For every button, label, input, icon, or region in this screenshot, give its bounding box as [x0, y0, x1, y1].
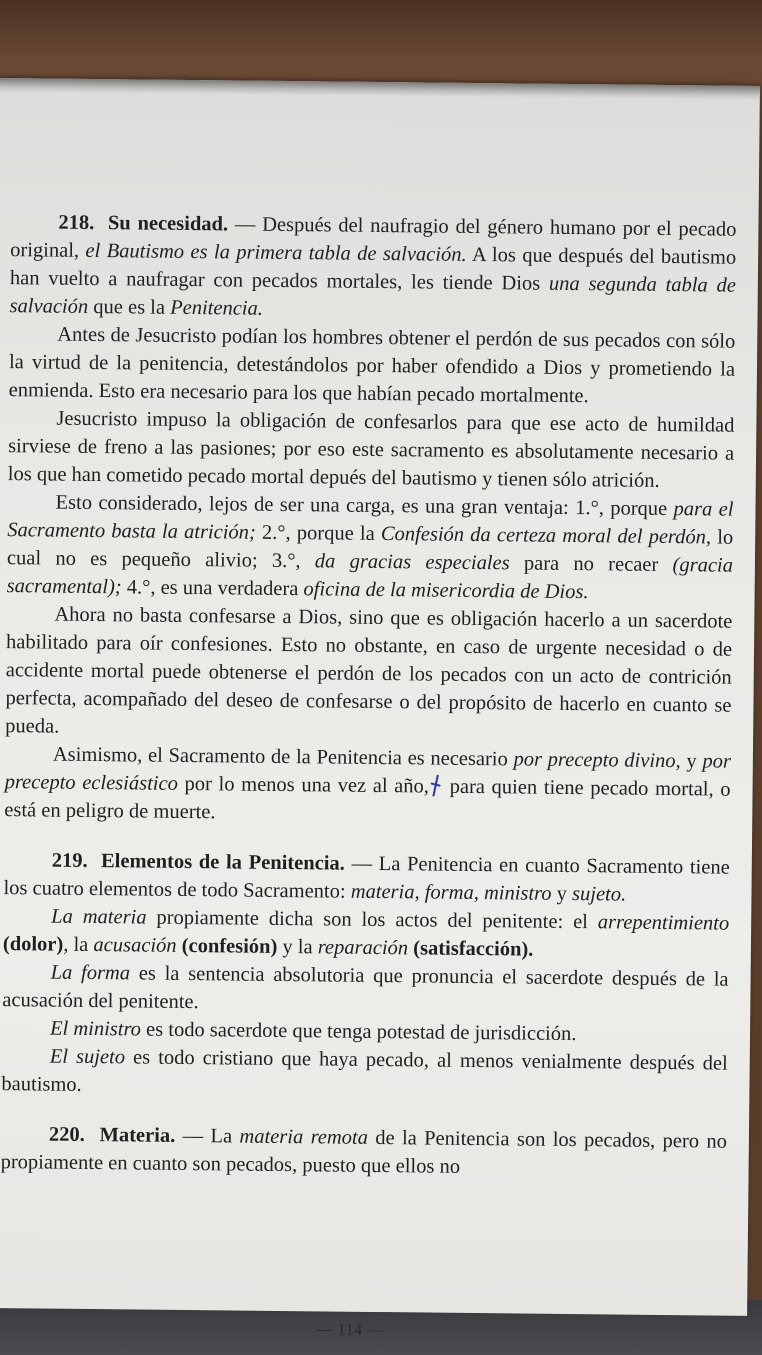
italic-run: acusación	[93, 934, 177, 957]
section-219-paragraph-5	[1, 1042, 728, 1106]
text-run: 2.°, porque la	[255, 521, 382, 546]
text-run: para quien tiene pecado mortal, o está en peligro de muerte.	[4, 775, 731, 824]
italic-run: oficina de la misericordia de Dios.	[303, 578, 589, 604]
italic-run: El sujeto	[49, 1045, 126, 1069]
section-220-paragraph-1	[1, 1120, 728, 1184]
bold-run: (satisfacción).	[407, 937, 534, 961]
italic-run: da gracias especiales	[314, 550, 510, 575]
section-218-paragraph-3: Jesucristo impuso la obligación de confesarlos para que ese acto de humildad sirviese de freno a las pasiones; por eso este sacramento es absolutamente necesario a los que han cometido pecado mortal depués del bautismo y tienen sólo atrición.	[7, 407, 735, 492]
text-run: Esto considerado, lejos de ser una carga, es una gran ventaja: 1.°, porque	[55, 491, 674, 521]
text-run: , la	[63, 933, 94, 957]
section-218-paragraph-4	[7, 488, 734, 608]
italic-run: La materia	[51, 905, 147, 929]
text-run: es la sentencia absolutoria que pronuncia el sacerdote después de la acusación del penitente.	[2, 962, 729, 1014]
section-218-paragraph-2: Antes de Jesucristo podían los hombres obtener el perdón de sus pecados con sólo la virtud de la penitencia, detestándolos por haber ofendido a Dios y prometiendo la enmienda. Esto era necesario para los que habían pecado mortalmente.	[8, 323, 736, 408]
text-run: para no recaer	[509, 552, 673, 577]
italic-run: arrepentimiento	[597, 911, 730, 935]
section-218-paragraph-5: Ahora no basta confesarse a Dios, sino que es obligación hacerlo a un sacerdote habilitado para oír confesiones. Esto no obstante, en caso de urgente necesidad o de accidente mortal puede obtenerse el perdón de los pecados con un acto de contrición perfecta, acompañado del deseo de confesarse o del propósito de hacerlo en cuanto se pueda.	[5, 603, 733, 738]
italic-run: para el Sacramento basta la atrición;	[7, 498, 734, 544]
italic-run: por precepto divino,	[513, 748, 681, 773]
text-run: es todo sacerdote que tenga potestad de jurisdicción.	[140, 1018, 577, 1046]
italic-run: por precepto eclesiástico	[4, 750, 731, 795]
italic-run: materia remota	[239, 1125, 369, 1149]
page-text	[1, 208, 737, 1184]
text-run: — Después del naufragio del género humano por el pecado original,	[10, 213, 737, 262]
text-run: que es la	[88, 295, 171, 319]
text-run: y	[551, 882, 573, 906]
italic-run: (gracia sacramental);	[6, 554, 734, 599]
section-219-paragraph-2	[3, 902, 730, 966]
page-number: — 114 —	[316, 1319, 384, 1340]
text-run: A los que después del bautismo han vuelto a naufragar con pecados mortales, les tiende Dios	[9, 243, 737, 295]
book-page	[0, 78, 760, 1340]
italic-run: una segunda tabla de salvación	[9, 272, 736, 318]
text-run: por lo menos una vez al año,	[177, 772, 430, 798]
italic-run: el Bautismo es la primera tabla de salvación.	[85, 239, 467, 266]
section-218-paragraph-1	[9, 208, 736, 328]
section-heading: Elementos de la Penitencia.	[100, 850, 345, 875]
text-run: Asimismo, el Sacramento de la Penitencia es necesario	[52, 743, 514, 771]
pen-mark-icon	[431, 775, 441, 797]
text-run: lo cual no es pequeño alivio; 3.°,	[6, 526, 734, 573]
text-run: — La	[175, 1124, 240, 1148]
text-run: y	[680, 750, 703, 773]
section-number: 218.	[58, 211, 95, 234]
text-run: y la	[277, 935, 318, 959]
text-run: es todo cristiano que haya pecado, al menos venialmente después del bautismo.	[1, 1046, 728, 1096]
text-run: de la Penitencia son los pecados, pero no propiamente en cuanto son pecados, puesto que ellos no	[0, 1126, 728, 1178]
bold-run: (dolor)	[2, 933, 64, 956]
italic-run: Confesión da certeza moral del perdón,	[380, 523, 712, 549]
section-heading: Materia.	[99, 1124, 176, 1147]
section-number: 219.	[51, 849, 88, 872]
italic-run: El ministro	[49, 1017, 142, 1041]
italic-run: La forma	[50, 961, 131, 985]
section-219-paragraph-3	[2, 958, 729, 1022]
text-run: — La Penitencia en cuanto Sacramento tiene los cuatro elementos de todo Sacramento:	[3, 852, 730, 903]
italic-run: materia, forma, ministro	[350, 880, 552, 905]
text-run: propiamente dicha son los actos del penitente: el	[146, 906, 598, 934]
italic-run: reparación	[317, 936, 409, 960]
italic-run: sujeto.	[571, 883, 627, 906]
italic-run: Penitencia.	[170, 296, 264, 320]
bold-run: (confesión)	[176, 934, 278, 958]
section-heading: Su necesidad.	[107, 212, 229, 236]
section-number: 220.	[48, 1123, 85, 1146]
section-218-paragraph-6	[4, 740, 731, 832]
text-run: 4.°, es una verdadera	[121, 576, 304, 601]
section-219-paragraph-1	[3, 846, 730, 910]
